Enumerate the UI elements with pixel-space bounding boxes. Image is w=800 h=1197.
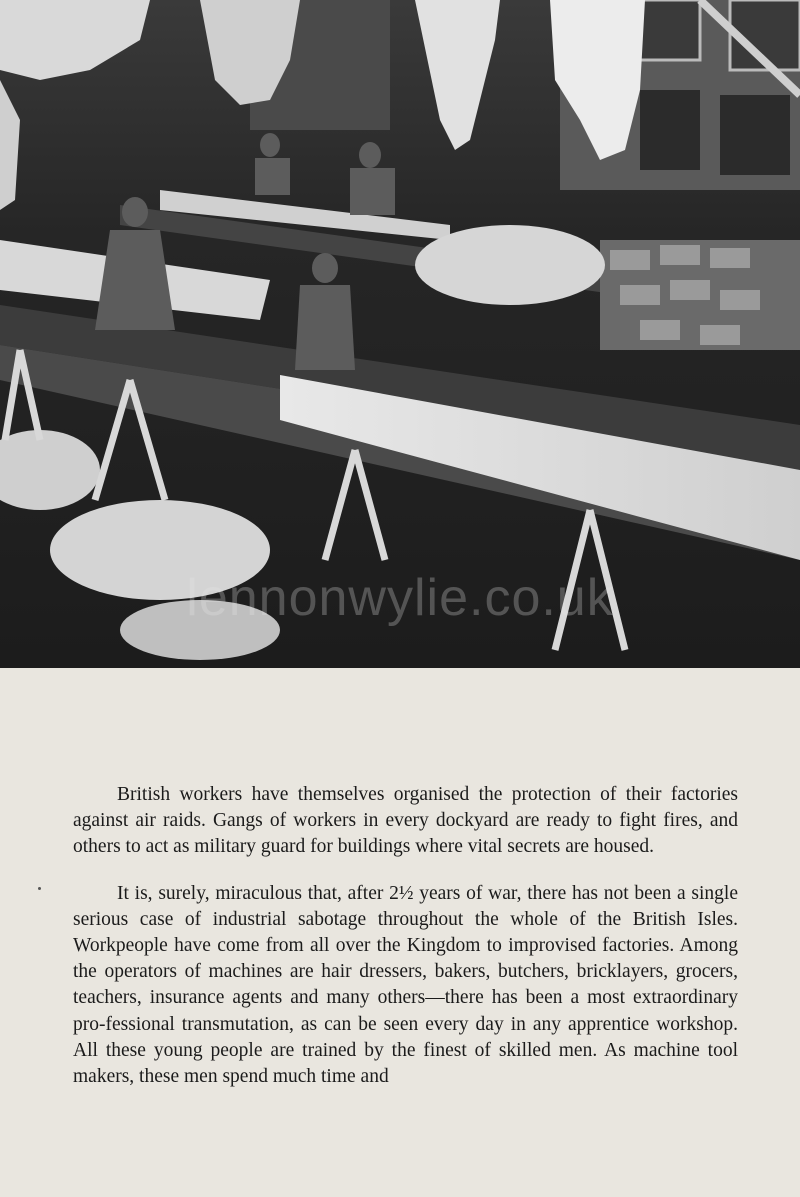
article-body xyxy=(73,782,738,1090)
watermark-text: lennonwylie.co.uk xyxy=(186,569,614,627)
paragraph-industrial-sabotage: It is, surely, miraculous that, after 2½ years of war, there has not been a single serious case of industrial sabotage throughout the whole of the British Isles. Workpeople have come from all over the Kingdom to improvised factories. Among the operators of machines are hair dressers, bakers, butchers, bricklayers, grocers, teachers, insurance agents and many others—there has been a most extraordinary pro-fessional transmutation, as can be seen every day in any apprentice workshop. All these young people are trained by the finest of skilled men. As machine tool makers, these men spend much time and xyxy=(73,882,738,1088)
page-speck xyxy=(38,887,41,890)
paragraph-air-raid-protection: British workers have themselves organised the protection of their factories against air raids. Gangs of workers in every dockyard are ready to fight fires, and others to act as military guard for buildings where vital secrets are housed. xyxy=(73,784,738,858)
